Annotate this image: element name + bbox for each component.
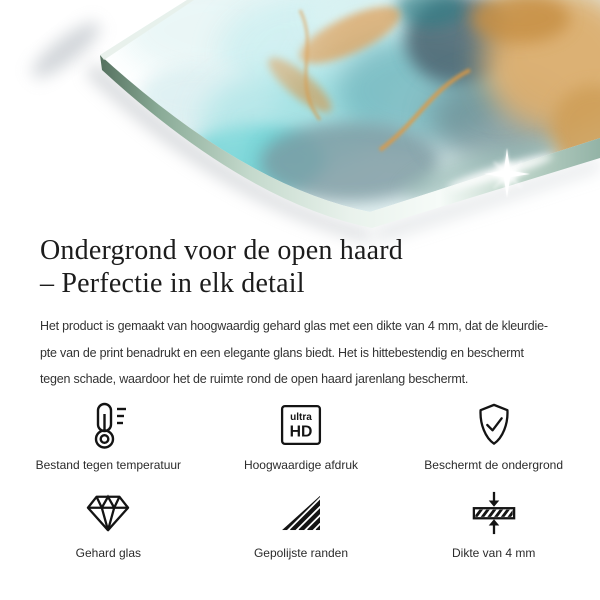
page-title xyxy=(40,234,570,300)
feature-temperature xyxy=(12,400,205,472)
feature-label: Gepolijste randen xyxy=(253,546,349,560)
ultra-hd-text-top: ultra xyxy=(290,412,312,424)
shield-check-icon xyxy=(472,400,516,450)
feature-label: Bestand tegen temperatuur xyxy=(35,458,182,472)
feature-label: Hoogwaardige afdruk xyxy=(243,458,359,472)
product-description xyxy=(40,313,570,393)
description-line-3: tegen schade, waardoor het de ruimte rond de open haard jarenlang beschermt. xyxy=(40,372,469,387)
glass-panel-illustration xyxy=(0,0,600,250)
feature-label: Beschermt de ondergrond xyxy=(424,458,564,472)
polished-edges-icon xyxy=(280,488,322,538)
feature-tempered-glass xyxy=(12,488,205,560)
feature-print-quality xyxy=(205,400,398,472)
title-line-2: – Perfectie in elk detail xyxy=(40,268,305,299)
thickness-icon xyxy=(471,488,517,538)
ultra-hd-icon xyxy=(280,400,322,450)
ultra-hd-text-bottom: HD xyxy=(289,423,313,441)
title-line-1: Ondergrond voor de open haard xyxy=(40,235,403,266)
hero-product-image xyxy=(0,0,600,250)
feature-protection xyxy=(397,400,590,472)
thermometer-icon xyxy=(88,400,128,450)
feature-label: Gehard glas xyxy=(75,546,142,560)
feature-label: Dikte van 4 mm xyxy=(451,546,536,560)
description-line-2: pte van de print benadrukt en een elegante glans biedt. Het is hittebestendig en beschermt xyxy=(40,345,524,360)
description-line-1: Het product is gemaakt van hoogwaardig gehard glas met een dikte van 4 mm, dat de kleurdie- xyxy=(40,319,548,333)
feature-grid xyxy=(12,400,590,560)
description-section xyxy=(40,234,570,393)
feature-polished-edges xyxy=(205,488,398,560)
feature-thickness xyxy=(397,488,590,560)
diamond-icon xyxy=(85,488,131,538)
